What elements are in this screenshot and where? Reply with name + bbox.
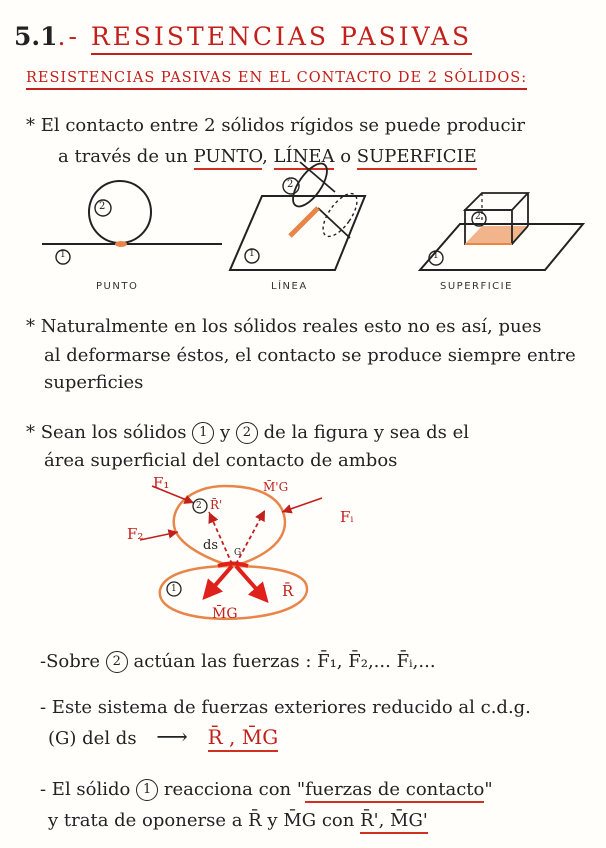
p4c-circle-1: 1 <box>136 779 158 801</box>
paragraph-4-line-5 <box>48 810 428 831</box>
p4b-arrow: ⟶ <box>156 725 188 750</box>
label-fi: Fᵢ <box>340 508 354 526</box>
p3-circle-1: 1 <box>192 422 214 444</box>
p4c-mid: reacciona con " <box>163 779 306 800</box>
title-text: RESISTENCIAS PASIVAS <box>91 22 472 55</box>
paragraph-4-line-3 <box>48 725 278 750</box>
linea-caption: LÍNEA <box>271 281 308 292</box>
force-f2-arrow <box>140 532 178 540</box>
p4a-post: actúan las fuerzas : F̄₁, F̄₂,... F̄ᵢ,... <box>133 651 436 672</box>
paragraph-4-line-2: - Este sistema de fuerzas exteriores reducido al c.d.g. <box>40 697 531 718</box>
word-linea: LÍNEA <box>274 146 335 170</box>
linea-label-1: 1 <box>249 249 255 259</box>
paragraph-4-line-1 <box>40 651 436 673</box>
punto-caption: PUNTO <box>96 281 139 292</box>
word-o: o <box>340 146 352 167</box>
paragraph-1-line-1: * El contacto entre 2 sólidos rígidos se puede producir <box>26 115 525 136</box>
p4c-underlined: fuerzas de contacto <box>305 779 484 803</box>
paragraph-2-line-1: * Naturalmente en los sólidos reales esto no es así, pues <box>26 316 542 337</box>
p3-part-b: y <box>219 422 231 443</box>
force-fi-arrow <box>282 498 322 512</box>
p3-part-c: de la figura y sea ds el <box>263 422 470 443</box>
p4a-pre: -Sobre <box>40 651 101 672</box>
paragraph-4-line-4 <box>40 779 493 801</box>
section-number: 5.1 <box>14 22 58 51</box>
label-r-prime: R̄' <box>210 498 223 512</box>
title-separator: .- <box>57 22 80 51</box>
p3-circle-2: 2 <box>236 422 258 444</box>
p4a-circle-2: 2 <box>106 651 128 673</box>
label-body-1: 1 <box>171 584 177 594</box>
label-r: R̄ <box>282 582 294 600</box>
label-f1: F₁ <box>153 474 170 492</box>
p1-prefix: a través de un <box>58 146 188 167</box>
word-punto: PUNTO <box>194 146 262 170</box>
moment-mg-arrow <box>205 566 232 597</box>
superficie-label-2: 2 <box>475 212 481 222</box>
label-ds: ds <box>203 538 218 553</box>
superficie-caption: SUPERFICIE <box>440 281 513 292</box>
body-2-outline <box>174 486 285 566</box>
resultant-r-arrow <box>236 566 266 600</box>
paragraph-2-line-3: superficies <box>44 372 144 393</box>
label-mg-prime: M̄'G <box>263 480 289 494</box>
p4c-l2-underlined: R̄', M̄G' <box>360 810 428 834</box>
p4c-pre: - El sólido <box>40 779 131 800</box>
superficie-label-1: 1 <box>433 251 439 261</box>
label-body-2: 2 <box>196 501 202 511</box>
p3-part-a: * Sean los sólidos <box>26 422 187 443</box>
p1-comma: , <box>262 146 268 167</box>
p4b-result: R̄ , M̄G <box>208 725 279 752</box>
punto-label-2: 2 <box>99 201 106 212</box>
p4b-pre: (G) del ds <box>48 728 137 749</box>
word-superficie: SUPERFICIE <box>357 146 477 170</box>
p4c-l2-pre: y trata de oponerse a R̄ y M̄G con <box>48 810 355 831</box>
punto-label-1: 1 <box>60 250 66 260</box>
label-f2: F₂ <box>127 525 144 543</box>
linea-label-2: 2 <box>287 179 294 190</box>
paragraph-2-line-2: al deformarse éstos, el contacto se produce siempre entre <box>44 345 576 366</box>
paragraph-3-line-2: área superficial del contacto de ambos <box>44 450 398 471</box>
subtitle-text: RESISTENCIAS PASIVAS EN EL CONTACTO DE 2 SÓLIDOS: <box>26 70 527 90</box>
label-mg: M̄G <box>212 606 238 622</box>
label-g: G <box>234 548 242 558</box>
p4c-end: " <box>484 779 493 800</box>
